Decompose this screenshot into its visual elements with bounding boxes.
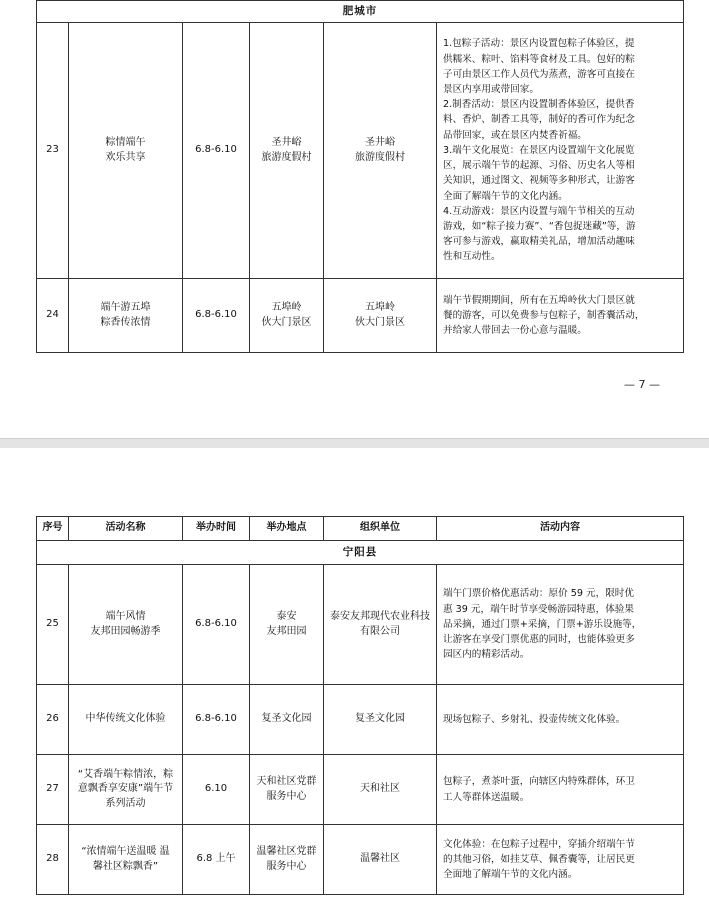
organizer: 五埠岭 伙大门景区 bbox=[324, 279, 437, 353]
activity-content: 端午节假期期间，所有在五埠岭伙大门景区就 餐的游客，可以免费参与包粽子，制香囊活动， 并给家人带回去一份心意与温暖。 bbox=[437, 279, 684, 353]
row-number: 26 bbox=[37, 685, 69, 755]
header-place: 举办地点 bbox=[250, 517, 324, 541]
organizer: 天和社区 bbox=[324, 755, 437, 825]
table-row bbox=[37, 685, 684, 755]
activity-time: 6.8-6.10 bbox=[183, 565, 250, 685]
activity-content: 端午门票价格优惠活动：原价 59 元，限时优 惠 39 元，端午时节享受畅游园特惠，体验果 品采摘，通过门票+采摘，门票+游乐设施等， 让游客在享受门票优惠的同时，也能体验更多 园区内的精彩活动。 bbox=[437, 565, 684, 685]
activity-table-page2 bbox=[36, 516, 684, 895]
activity-place: 圣井峪 旅游度假村 bbox=[250, 23, 324, 279]
activity-time: 6.8-6.10 bbox=[183, 685, 250, 755]
row-number: 23 bbox=[37, 23, 69, 279]
activity-name: 粽情端午 欢乐共享 bbox=[69, 23, 183, 279]
row-number: 24 bbox=[37, 279, 69, 353]
row-number: 28 bbox=[37, 825, 69, 895]
table-row bbox=[37, 755, 684, 825]
organizer: 温馨社区 bbox=[324, 825, 437, 895]
table-row bbox=[37, 825, 684, 895]
activity-content: 文化体验：在包粽子过程中，穿插介绍端午节 的其他习俗，如挂艾草、佩香囊等，让居民更 全面地了解端午节的文化内涵。 bbox=[437, 825, 684, 895]
activity-content: 1.包粽子活动：景区内设置包粽子体验区，提 供糯米、粽叶、馅料等食材及工具。包好的粽 子可由景区工作人员代为蒸煮，游客可直接在 景区内享用或带回家。 2.制香活动：景区内设置制香体验区，提供香 料、香炉、制香工具等，制好的香可作为纪念 品带回家，或在景区内焚香祈福。 3.端午文化展览：在景区内设置端午文化展览 区，展示端午节的起源、习俗、历史名人等相 关知识，通过图文、视频等多种形式，让游客 全面了解端午节的文化内涵。 4.互动游戏：景区内设置与端午节相关的互动 游戏，如“粽子接力赛”、“香包捉迷藏”等，游 客可参与游戏，赢取精美礼品，增加活动趣味 性和互动性。 bbox=[437, 23, 684, 279]
table-row bbox=[37, 23, 684, 279]
header-content: 活动内容 bbox=[437, 517, 684, 541]
organizer: 复圣文化园 bbox=[324, 685, 437, 755]
header-organizer: 组织单位 bbox=[324, 517, 437, 541]
activity-place: 泰安 友邦田园 bbox=[250, 565, 324, 685]
header-number: 序号 bbox=[37, 517, 69, 541]
activity-name: “浓情端午送温暖 温 馨社区粽飘香” bbox=[69, 825, 183, 895]
activity-time: 6.8 上午 bbox=[183, 825, 250, 895]
activity-place: 天和社区党群 服务中心 bbox=[250, 755, 324, 825]
table-row bbox=[37, 565, 684, 685]
activity-time: 6.10 bbox=[183, 755, 250, 825]
document-page-8 bbox=[0, 448, 709, 905]
activity-time: 6.8-6.10 bbox=[183, 279, 250, 353]
organizer: 泰安友邦现代农业科技 有限公司 bbox=[324, 565, 437, 685]
page-number: — 7 — bbox=[624, 378, 660, 391]
activity-name: 中华传统文化体验 bbox=[69, 685, 183, 755]
activity-place: 五埠岭 伙大门景区 bbox=[250, 279, 324, 353]
table-header-row bbox=[37, 517, 684, 541]
activity-place: 温馨社区党群 服务中心 bbox=[250, 825, 324, 895]
activity-name: 端午游五埠 粽香传浓情 bbox=[69, 279, 183, 353]
activity-place: 复圣文化园 bbox=[250, 685, 324, 755]
activity-name: “艾香端午粽情浓，粽 意飘香享安康”端午节 系列活动 bbox=[69, 755, 183, 825]
activity-time: 6.8-6.10 bbox=[183, 23, 250, 279]
region-header-ningyang: 宁阳县 bbox=[37, 541, 684, 565]
document-page-7 bbox=[0, 0, 709, 438]
table-row bbox=[37, 279, 684, 353]
region-header-feicheng: 肥城市 bbox=[37, 1, 684, 23]
organizer: 圣井峪 旅游度假村 bbox=[324, 23, 437, 279]
header-activity-name: 活动名称 bbox=[69, 517, 183, 541]
activity-name: 端午风情 友邦田园畅游季 bbox=[69, 565, 183, 685]
activity-table-page1 bbox=[36, 0, 684, 353]
row-number: 25 bbox=[37, 565, 69, 685]
row-number: 27 bbox=[37, 755, 69, 825]
activity-content: 包粽子，煮茶叶蛋，向辖区内特殊群体，环卫 工人等群体送温暖。 bbox=[437, 755, 684, 825]
header-time: 举办时间 bbox=[183, 517, 250, 541]
activity-content: 现场包粽子、乡射礼、投壶传统文化体验。 bbox=[437, 685, 684, 755]
